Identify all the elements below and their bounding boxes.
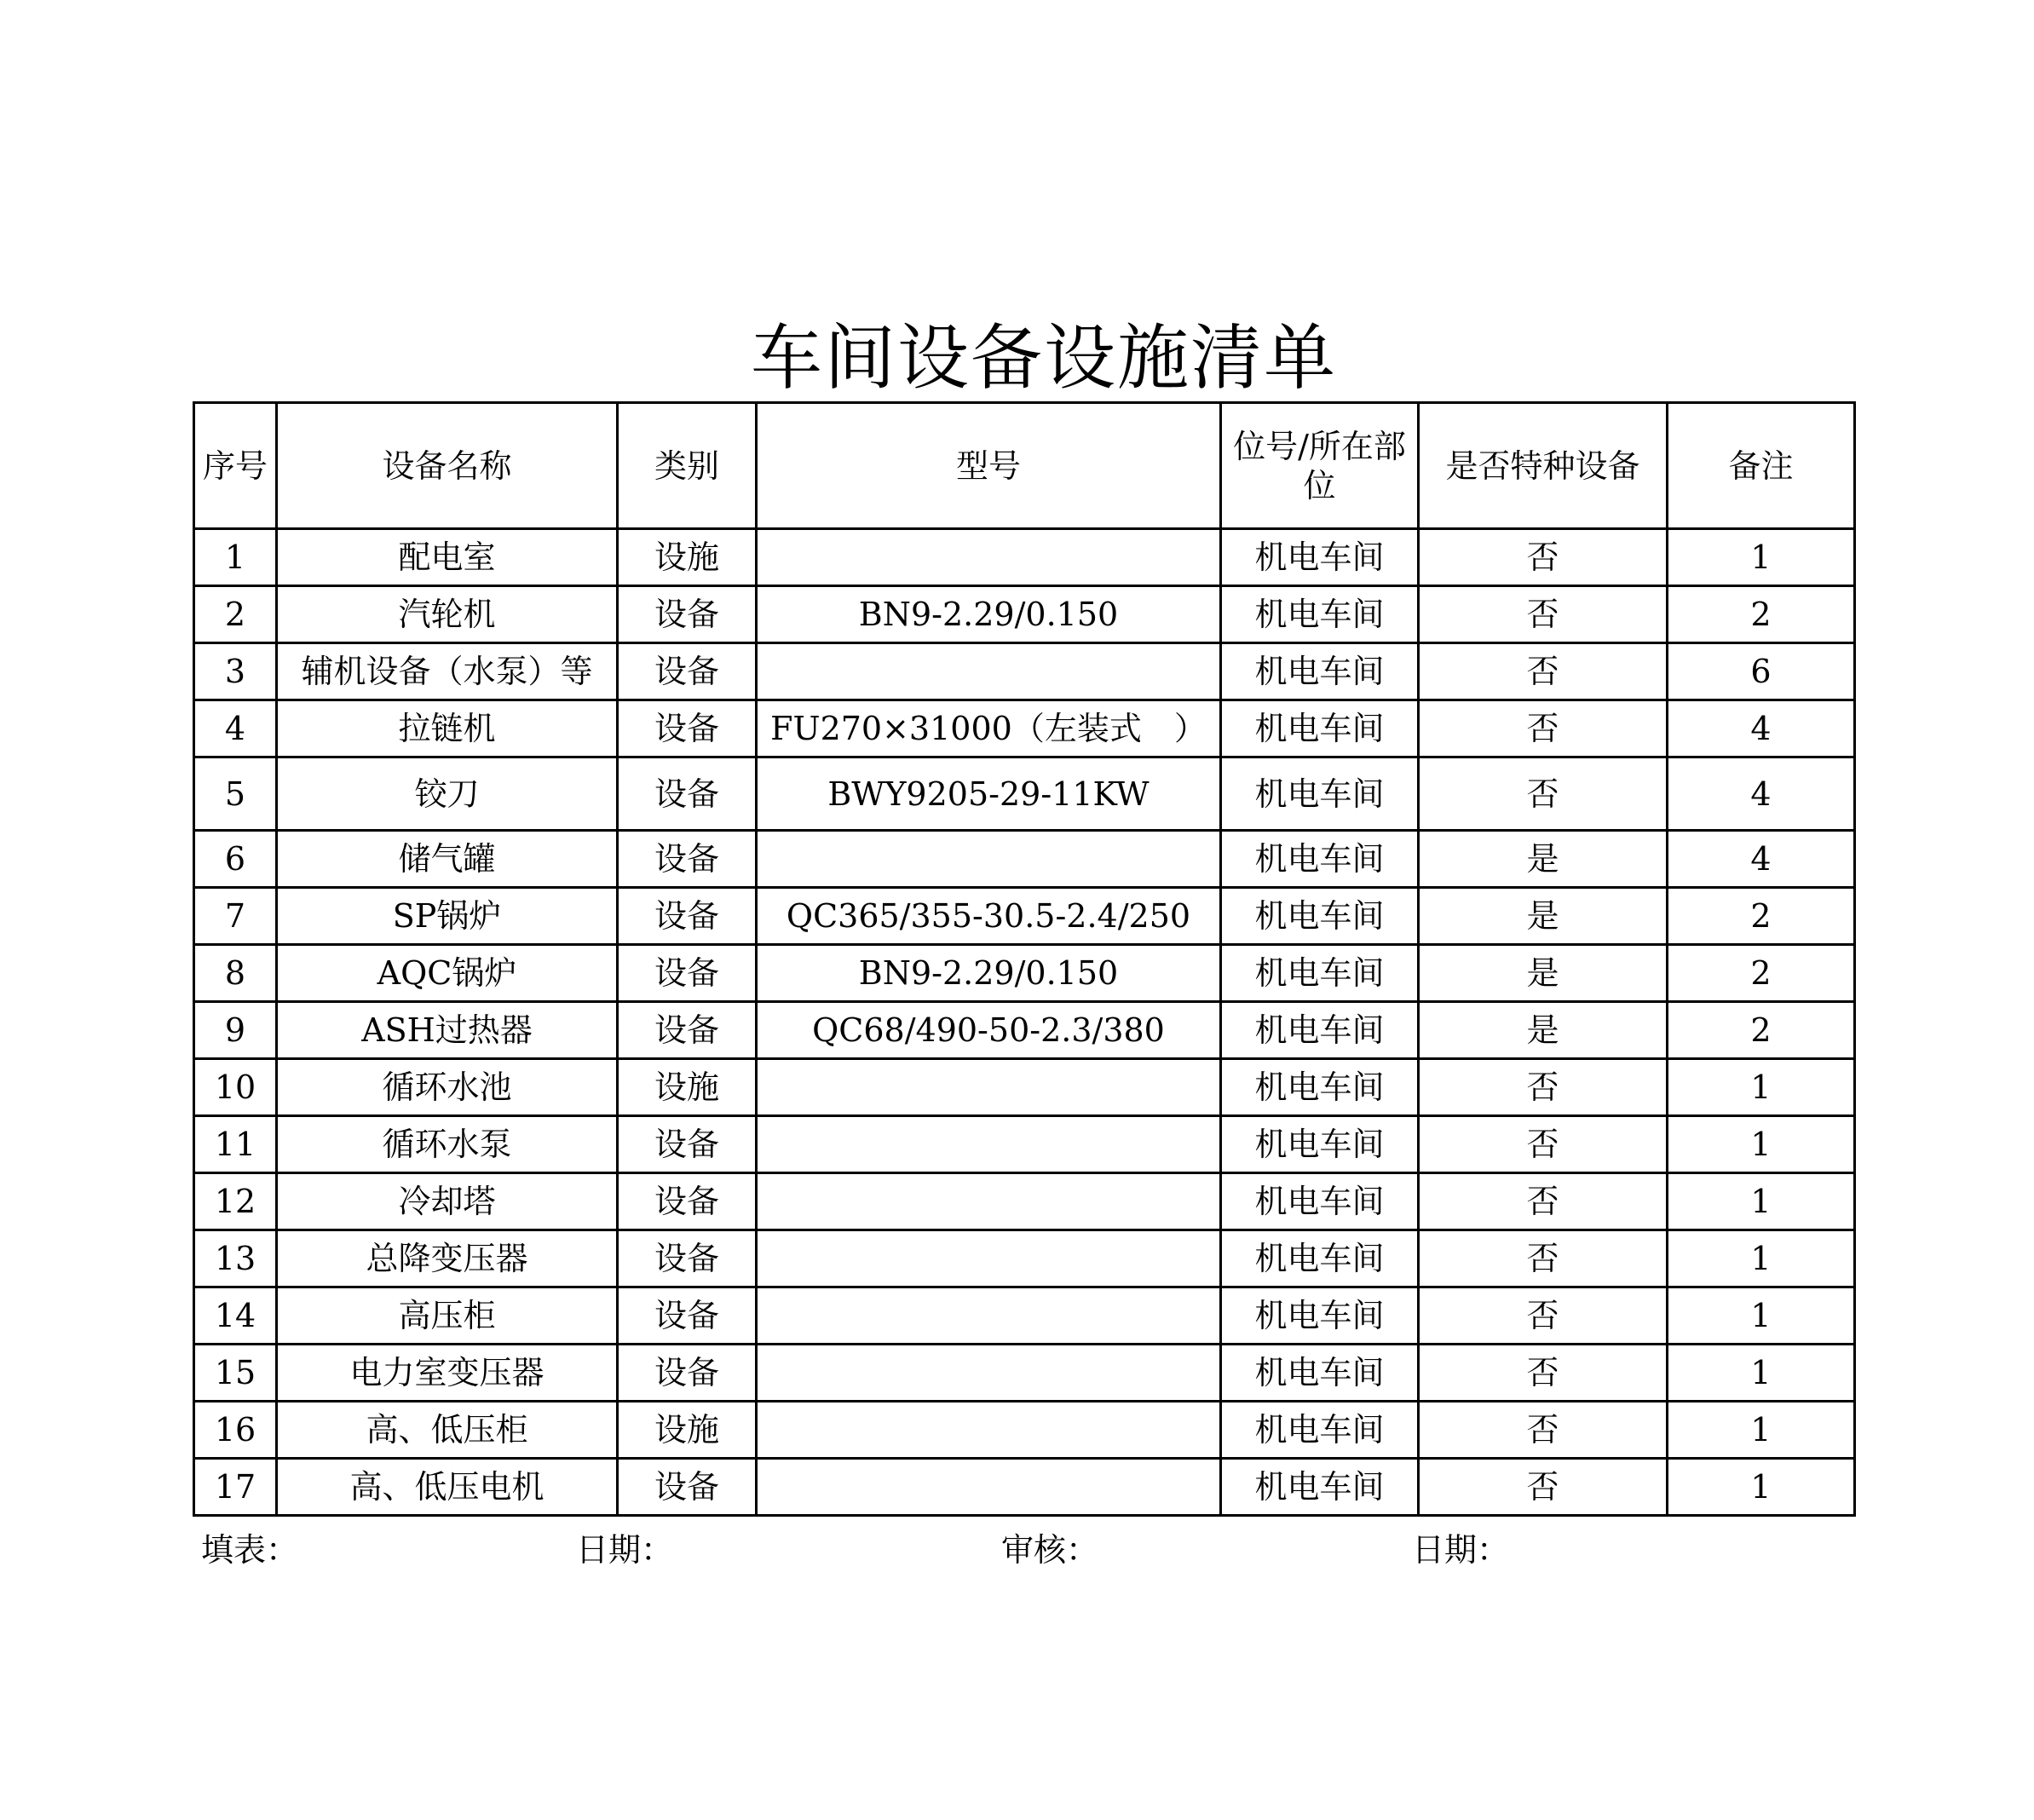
table-row bbox=[194, 888, 1855, 945]
cell-category: 设备 bbox=[618, 1173, 757, 1230]
cell-name: 储气罐 bbox=[277, 831, 618, 888]
cell-model bbox=[757, 643, 1221, 700]
cell-category: 设施 bbox=[618, 1059, 757, 1116]
cell-location: 机电车间 bbox=[1221, 586, 1419, 643]
cell-special: 是 bbox=[1419, 1002, 1668, 1059]
cell-model: FU270×31000（左装式 ） bbox=[757, 700, 1221, 757]
cell-location: 机电车间 bbox=[1221, 643, 1419, 700]
cell-no: 1 bbox=[194, 529, 277, 586]
table-row bbox=[194, 757, 1855, 831]
cell-category: 设备 bbox=[618, 831, 757, 888]
equipment-table bbox=[193, 401, 1856, 1517]
cell-name: 高压柜 bbox=[277, 1287, 618, 1345]
cell-location: 机电车间 bbox=[1221, 1002, 1419, 1059]
cell-remark: 1 bbox=[1668, 1230, 1855, 1287]
cell-name: 辅机设备（水泵）等 bbox=[277, 643, 618, 700]
cell-location: 机电车间 bbox=[1221, 1459, 1419, 1516]
table-row bbox=[194, 1345, 1855, 1402]
cell-remark: 1 bbox=[1668, 1402, 1855, 1459]
cell-special: 否 bbox=[1419, 757, 1668, 831]
cell-remark: 4 bbox=[1668, 700, 1855, 757]
table-row bbox=[194, 1230, 1855, 1287]
cell-name: 配电室 bbox=[277, 529, 618, 586]
cell-name: AQC锅炉 bbox=[277, 945, 618, 1002]
cell-name: SP锅炉 bbox=[277, 888, 618, 945]
cell-category: 设施 bbox=[618, 529, 757, 586]
cell-no: 17 bbox=[194, 1459, 277, 1516]
cell-no: 5 bbox=[194, 757, 277, 831]
cell-no: 10 bbox=[194, 1059, 277, 1116]
cell-special: 否 bbox=[1419, 1345, 1668, 1402]
table-row bbox=[194, 1059, 1855, 1116]
header-remark: 备注 bbox=[1668, 403, 1855, 529]
footer-reviewer-label: 审核： bbox=[1001, 1531, 1099, 1569]
header-special: 是否特种设备 bbox=[1419, 403, 1668, 529]
cell-no: 3 bbox=[194, 643, 277, 700]
cell-model: QC365/355-30.5-2.4/250 bbox=[757, 888, 1221, 945]
cell-special: 否 bbox=[1419, 1059, 1668, 1116]
cell-no: 9 bbox=[194, 1002, 277, 1059]
cell-no: 16 bbox=[194, 1402, 277, 1459]
cell-category: 设备 bbox=[618, 945, 757, 1002]
cell-special: 否 bbox=[1419, 1287, 1668, 1345]
table-row bbox=[194, 1459, 1855, 1516]
cell-location: 机电车间 bbox=[1221, 831, 1419, 888]
cell-location: 机电车间 bbox=[1221, 1402, 1419, 1459]
cell-model bbox=[757, 1173, 1221, 1230]
cell-model bbox=[757, 1402, 1221, 1459]
cell-remark: 1 bbox=[1668, 1059, 1855, 1116]
cell-remark: 2 bbox=[1668, 1002, 1855, 1059]
cell-location: 机电车间 bbox=[1221, 1116, 1419, 1173]
table-row bbox=[194, 945, 1855, 1002]
cell-remark: 1 bbox=[1668, 1345, 1855, 1402]
cell-model bbox=[757, 1459, 1221, 1516]
cell-name: 拉链机 bbox=[277, 700, 618, 757]
cell-remark: 2 bbox=[1668, 888, 1855, 945]
cell-location: 机电车间 bbox=[1221, 529, 1419, 586]
footer-review-date-label: 日期： bbox=[1412, 1531, 1510, 1569]
cell-special: 是 bbox=[1419, 888, 1668, 945]
cell-model bbox=[757, 529, 1221, 586]
cell-special: 否 bbox=[1419, 1173, 1668, 1230]
cell-no: 14 bbox=[194, 1287, 277, 1345]
table-row bbox=[194, 1173, 1855, 1230]
cell-location: 机电车间 bbox=[1221, 1059, 1419, 1116]
cell-name: 循环水泵 bbox=[277, 1116, 618, 1173]
table-row bbox=[194, 1402, 1855, 1459]
cell-category: 设备 bbox=[618, 1287, 757, 1345]
table-row bbox=[194, 1287, 1855, 1345]
cell-remark: 1 bbox=[1668, 1459, 1855, 1516]
cell-remark: 2 bbox=[1668, 586, 1855, 643]
cell-name: 高、低压柜 bbox=[277, 1402, 618, 1459]
cell-location: 机电车间 bbox=[1221, 1345, 1419, 1402]
cell-location: 机电车间 bbox=[1221, 1173, 1419, 1230]
cell-remark: 2 bbox=[1668, 945, 1855, 1002]
footer-date-label: 日期： bbox=[576, 1531, 674, 1569]
cell-name: 冷却塔 bbox=[277, 1173, 618, 1230]
cell-category: 设备 bbox=[618, 757, 757, 831]
cell-remark: 4 bbox=[1668, 757, 1855, 831]
cell-no: 7 bbox=[194, 888, 277, 945]
cell-remark: 6 bbox=[1668, 643, 1855, 700]
cell-name: 铰刀 bbox=[277, 757, 618, 831]
cell-model: BN9-2.29/0.150 bbox=[757, 945, 1221, 1002]
table-row bbox=[194, 700, 1855, 757]
cell-remark: 1 bbox=[1668, 1287, 1855, 1345]
cell-no: 13 bbox=[194, 1230, 277, 1287]
table-row bbox=[194, 831, 1855, 888]
cell-no: 4 bbox=[194, 700, 277, 757]
cell-remark: 1 bbox=[1668, 529, 1855, 586]
cell-category: 设备 bbox=[618, 1459, 757, 1516]
header-model: 型号 bbox=[757, 403, 1221, 529]
page-title: 车间设备设施清单 bbox=[750, 316, 1337, 400]
cell-category: 设备 bbox=[618, 1345, 757, 1402]
cell-special: 否 bbox=[1419, 1230, 1668, 1287]
table-row bbox=[194, 586, 1855, 643]
cell-special: 否 bbox=[1419, 586, 1668, 643]
cell-name: ASH过热器 bbox=[277, 1002, 618, 1059]
cell-no: 8 bbox=[194, 945, 277, 1002]
cell-special: 是 bbox=[1419, 945, 1668, 1002]
cell-remark: 1 bbox=[1668, 1173, 1855, 1230]
cell-category: 设备 bbox=[618, 700, 757, 757]
cell-name: 汽轮机 bbox=[277, 586, 618, 643]
cell-model: BWY9205-29-11KW bbox=[757, 757, 1221, 831]
header-category: 类别 bbox=[618, 403, 757, 529]
cell-model bbox=[757, 1059, 1221, 1116]
cell-no: 11 bbox=[194, 1116, 277, 1173]
cell-special: 否 bbox=[1419, 1116, 1668, 1173]
cell-remark: 4 bbox=[1668, 831, 1855, 888]
cell-category: 设备 bbox=[618, 888, 757, 945]
cell-model bbox=[757, 1287, 1221, 1345]
cell-model bbox=[757, 1116, 1221, 1173]
header-location: 位号/所在部位 bbox=[1221, 403, 1419, 529]
cell-special: 否 bbox=[1419, 643, 1668, 700]
cell-location: 机电车间 bbox=[1221, 1230, 1419, 1287]
cell-no: 6 bbox=[194, 831, 277, 888]
cell-name: 总降变压器 bbox=[277, 1230, 618, 1287]
cell-name: 高、低压电机 bbox=[277, 1459, 618, 1516]
cell-special: 否 bbox=[1419, 700, 1668, 757]
table-row bbox=[194, 643, 1855, 700]
table-row bbox=[194, 1116, 1855, 1173]
cell-model bbox=[757, 1230, 1221, 1287]
cell-location: 机电车间 bbox=[1221, 888, 1419, 945]
cell-special: 否 bbox=[1419, 1402, 1668, 1459]
cell-no: 2 bbox=[194, 586, 277, 643]
cell-no: 15 bbox=[194, 1345, 277, 1402]
cell-special: 否 bbox=[1419, 529, 1668, 586]
header-no: 序号 bbox=[194, 403, 277, 529]
cell-category: 设备 bbox=[618, 586, 757, 643]
cell-no: 12 bbox=[194, 1173, 277, 1230]
table-row bbox=[194, 1002, 1855, 1059]
header-name: 设备名称 bbox=[277, 403, 618, 529]
cell-name: 电力室变压器 bbox=[277, 1345, 618, 1402]
cell-location: 机电车间 bbox=[1221, 945, 1419, 1002]
cell-model: QC68/490-50-2.3/380 bbox=[757, 1002, 1221, 1059]
cell-category: 设备 bbox=[618, 1230, 757, 1287]
footer-filler-label: 填表： bbox=[201, 1531, 299, 1569]
cell-model bbox=[757, 1345, 1221, 1402]
cell-model: BN9-2.29/0.150 bbox=[757, 586, 1221, 643]
cell-special: 是 bbox=[1419, 831, 1668, 888]
table-row bbox=[194, 529, 1855, 586]
cell-location: 机电车间 bbox=[1221, 1287, 1419, 1345]
cell-remark: 1 bbox=[1668, 1116, 1855, 1173]
cell-special: 否 bbox=[1419, 1459, 1668, 1516]
cell-location: 机电车间 bbox=[1221, 700, 1419, 757]
cell-location: 机电车间 bbox=[1221, 757, 1419, 831]
cell-category: 设备 bbox=[618, 1002, 757, 1059]
cell-model bbox=[757, 831, 1221, 888]
cell-category: 设施 bbox=[618, 1402, 757, 1459]
header-row bbox=[194, 403, 1855, 529]
cell-category: 设备 bbox=[618, 643, 757, 700]
cell-category: 设备 bbox=[618, 1116, 757, 1173]
cell-name: 循环水池 bbox=[277, 1059, 618, 1116]
